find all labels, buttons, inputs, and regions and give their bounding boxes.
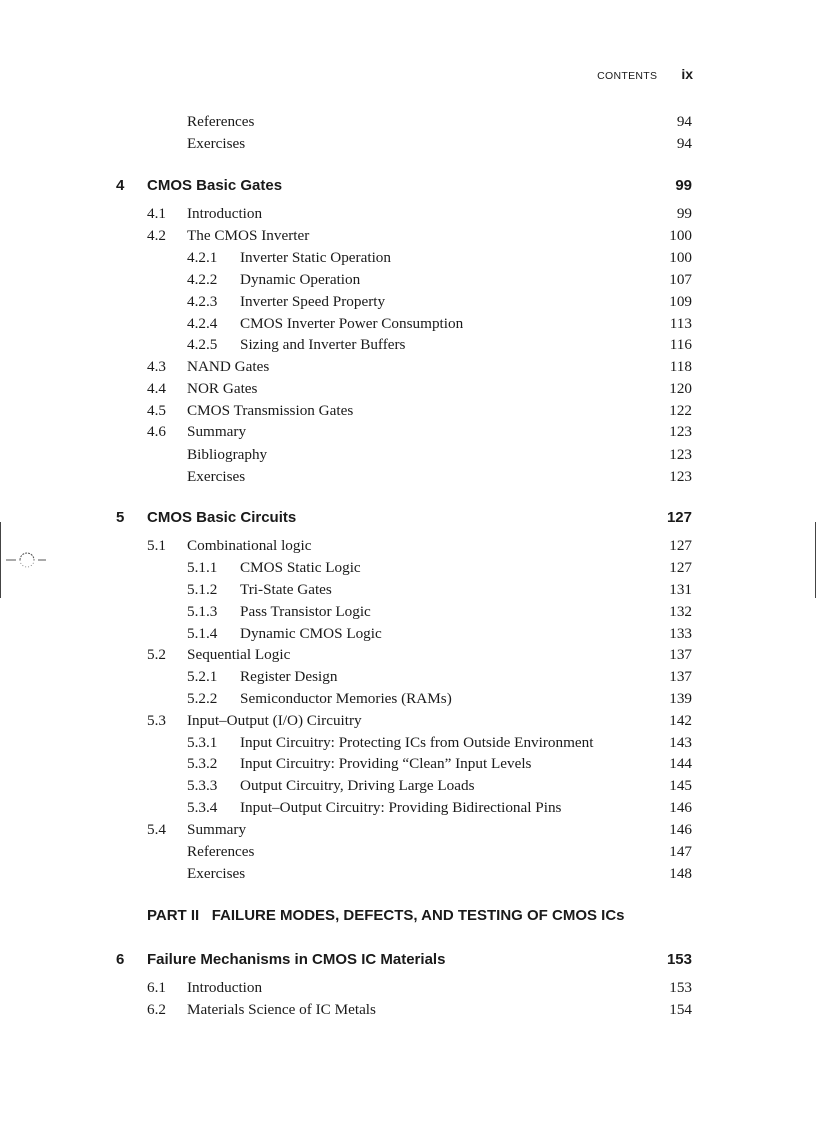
subsection-title: Sizing and Inverter Buffers <box>240 336 406 353</box>
subsection-number: 5.1.1 <box>187 559 218 576</box>
chapter-number: 4 <box>116 177 125 194</box>
section-title: NAND Gates <box>187 358 270 375</box>
page-number: 100 <box>669 227 692 244</box>
toc-entry-subsection <box>0 580 816 600</box>
toc-entry-subsection <box>0 292 816 312</box>
running-head <box>597 66 693 84</box>
subsection-number: 4.2.5 <box>187 336 218 353</box>
page-number: 127 <box>669 537 692 554</box>
section-number: 4.3 <box>147 358 166 375</box>
subsection-number: 5.2.1 <box>187 668 218 685</box>
section-number: 4.6 <box>147 423 166 440</box>
toc-entry-subsection <box>0 314 816 334</box>
page-number: 113 <box>669 315 692 332</box>
back-matter-title: References <box>187 113 255 130</box>
crop-mark-left <box>0 522 1 598</box>
section-number: 4.4 <box>147 380 166 397</box>
chapter-title: Failure Mechanisms in CMOS IC Materials <box>147 951 446 968</box>
toc-entry-chapter <box>0 950 816 970</box>
toc-entry-subsection <box>0 335 816 355</box>
subsection-number: 5.3.1 <box>187 734 218 751</box>
page-number: 131 <box>669 581 692 598</box>
section-title: NOR Gates <box>187 380 258 397</box>
toc-entry-subsection <box>0 733 816 753</box>
page-number: 153 <box>666 951 692 968</box>
toc-entry-section <box>0 978 816 998</box>
toc-entry-section <box>0 401 816 421</box>
page-number: 146 <box>669 799 692 816</box>
page-number: 123 <box>669 423 692 440</box>
toc-entry-section <box>0 645 816 665</box>
subsection-number: 5.2.2 <box>187 690 218 707</box>
subsection-title: Dynamic CMOS Logic <box>240 625 382 642</box>
page-number: 133 <box>669 625 692 642</box>
toc-entry-section <box>0 711 816 731</box>
section-title: Sequential Logic <box>187 646 291 663</box>
page-number: 109 <box>669 293 692 310</box>
toc-entry-chapter <box>0 176 816 196</box>
page-number: 147 <box>669 843 692 860</box>
subsection-title: Input Circuitry: Protecting ICs from Outside Environment <box>240 734 594 751</box>
page-number: 146 <box>669 821 692 838</box>
section-number: 6.2 <box>147 1001 166 1018</box>
section-number: 5.3 <box>147 712 166 729</box>
section-number: 5.1 <box>147 537 166 554</box>
section-title: Summary <box>187 423 247 440</box>
subsection-title: Inverter Speed Property <box>240 293 386 310</box>
section-title: Introduction <box>187 979 263 996</box>
page-number: 123 <box>669 468 692 485</box>
toc-entry-back <box>0 467 816 487</box>
subsection-title: Input Circuitry: Providing “Clean” Input Levels <box>240 755 532 772</box>
chapter-number: 5 <box>116 509 125 526</box>
running-head-page-number: ix <box>681 66 693 82</box>
part-title: PART II FAILURE MODES, DEFECTS, AND TESTING OF CMOS ICs <box>147 907 625 924</box>
toc-entry-subsection <box>0 776 816 796</box>
chapter-title: CMOS Basic Circuits <box>147 509 297 526</box>
page-number: 143 <box>669 734 692 751</box>
page-number: 127 <box>666 509 692 526</box>
subsection-number: 5.3.4 <box>187 799 218 816</box>
page-number: 137 <box>669 668 692 685</box>
page-number: 139 <box>669 690 692 707</box>
running-head-label: CONTENTS <box>597 70 658 82</box>
page-number: 132 <box>669 603 692 620</box>
section-title: Input–Output (I/O) Circuitry <box>187 712 362 729</box>
toc-entry-section <box>0 204 816 224</box>
section-number: 5.4 <box>147 821 166 838</box>
page-number: 153 <box>669 979 692 996</box>
back-matter-title: Bibliography <box>187 446 268 463</box>
page-number: 99 <box>675 177 692 194</box>
page-number: 99 <box>676 205 692 222</box>
section-title: Combinational logic <box>187 537 312 554</box>
page-number: 94 <box>676 135 692 152</box>
page-number: 142 <box>669 712 692 729</box>
subsection-title: Pass Transistor Logic <box>240 603 371 620</box>
subsection-title: Inverter Static Operation <box>240 249 391 266</box>
page-number: 154 <box>669 1001 692 1018</box>
page-number: 122 <box>669 402 692 419</box>
toc-entry-back <box>0 112 816 132</box>
subsection-number: 5.1.3 <box>187 603 218 620</box>
toc-entry-section <box>0 379 816 399</box>
subsection-title: Output Circuitry, Driving Large Loads <box>240 777 475 794</box>
toc-entry-section <box>0 357 816 377</box>
subsection-number: 5.1.2 <box>187 581 218 598</box>
toc-entry-subsection <box>0 248 816 268</box>
toc-entry-chapter <box>0 508 816 528</box>
toc-entry-subsection <box>0 270 816 290</box>
subsection-number: 4.2.3 <box>187 293 218 310</box>
chapter-title: CMOS Basic Gates <box>147 177 283 194</box>
toc-entry-part <box>0 906 816 926</box>
back-matter-title: Exercises <box>187 468 246 485</box>
section-number: 6.1 <box>147 979 166 996</box>
toc-entry-subsection <box>0 624 816 644</box>
toc-entry-section <box>0 422 816 442</box>
subsection-title: Semiconductor Memories (RAMs) <box>240 690 452 707</box>
page-number: 118 <box>669 358 692 375</box>
page-number: 144 <box>669 755 692 772</box>
toc-entry-section <box>0 536 816 556</box>
page-number: 116 <box>669 336 692 353</box>
back-matter-title: Exercises <box>187 135 246 152</box>
toc-entry-back <box>0 842 816 862</box>
toc-entry-subsection <box>0 689 816 709</box>
subsection-title: Input–Output Circuitry: Providing Bidirectional Pins <box>240 799 562 816</box>
page-number: 120 <box>669 380 692 397</box>
subsection-title: CMOS Inverter Power Consumption <box>240 315 464 332</box>
section-number: 4.1 <box>147 205 166 222</box>
back-matter-title: References <box>187 843 255 860</box>
section-title: CMOS Transmission Gates <box>187 402 354 419</box>
toc-entry-section <box>0 226 816 246</box>
section-title: Summary <box>187 821 247 838</box>
section-number: 4.5 <box>147 402 166 419</box>
subsection-number: 4.2.4 <box>187 315 218 332</box>
back-matter-title: Exercises <box>187 865 246 882</box>
page-number: 137 <box>669 646 692 663</box>
toc-entry-subsection <box>0 754 816 774</box>
toc-entry-section <box>0 820 816 840</box>
page-number: 107 <box>669 271 692 288</box>
toc-entry-back <box>0 445 816 465</box>
section-title: Introduction <box>187 205 263 222</box>
section-title: The CMOS Inverter <box>187 227 310 244</box>
toc-entry-back <box>0 864 816 884</box>
section-number: 5.2 <box>147 646 166 663</box>
subsection-title: Tri-State Gates <box>240 581 332 598</box>
subsection-number: 4.2.1 <box>187 249 218 266</box>
toc-entry-subsection <box>0 558 816 578</box>
toc-entry-subsection <box>0 798 816 818</box>
toc-entry-back <box>0 134 816 154</box>
page-number: 94 <box>676 113 692 130</box>
toc-entry-subsection <box>0 602 816 622</box>
subsection-number: 4.2.2 <box>187 271 218 288</box>
subsection-number: 5.3.2 <box>187 755 218 772</box>
page-number: 145 <box>669 777 692 794</box>
section-number: 4.2 <box>147 227 166 244</box>
subsection-number: 5.3.3 <box>187 777 218 794</box>
toc-entry-subsection <box>0 667 816 687</box>
subsection-title: Register Design <box>240 668 338 685</box>
page-number: 148 <box>669 865 692 882</box>
toc-entry-section <box>0 1000 816 1020</box>
subsection-title: Dynamic Operation <box>240 271 361 288</box>
page-number: 127 <box>669 559 692 576</box>
subsection-number: 5.1.4 <box>187 625 218 642</box>
registration-mark-icon <box>6 550 46 570</box>
chapter-number: 6 <box>116 951 125 968</box>
page-number: 100 <box>669 249 692 266</box>
section-title: Materials Science of IC Metals <box>187 1001 376 1018</box>
page-number: 123 <box>669 446 692 463</box>
subsection-title: CMOS Static Logic <box>240 559 361 576</box>
